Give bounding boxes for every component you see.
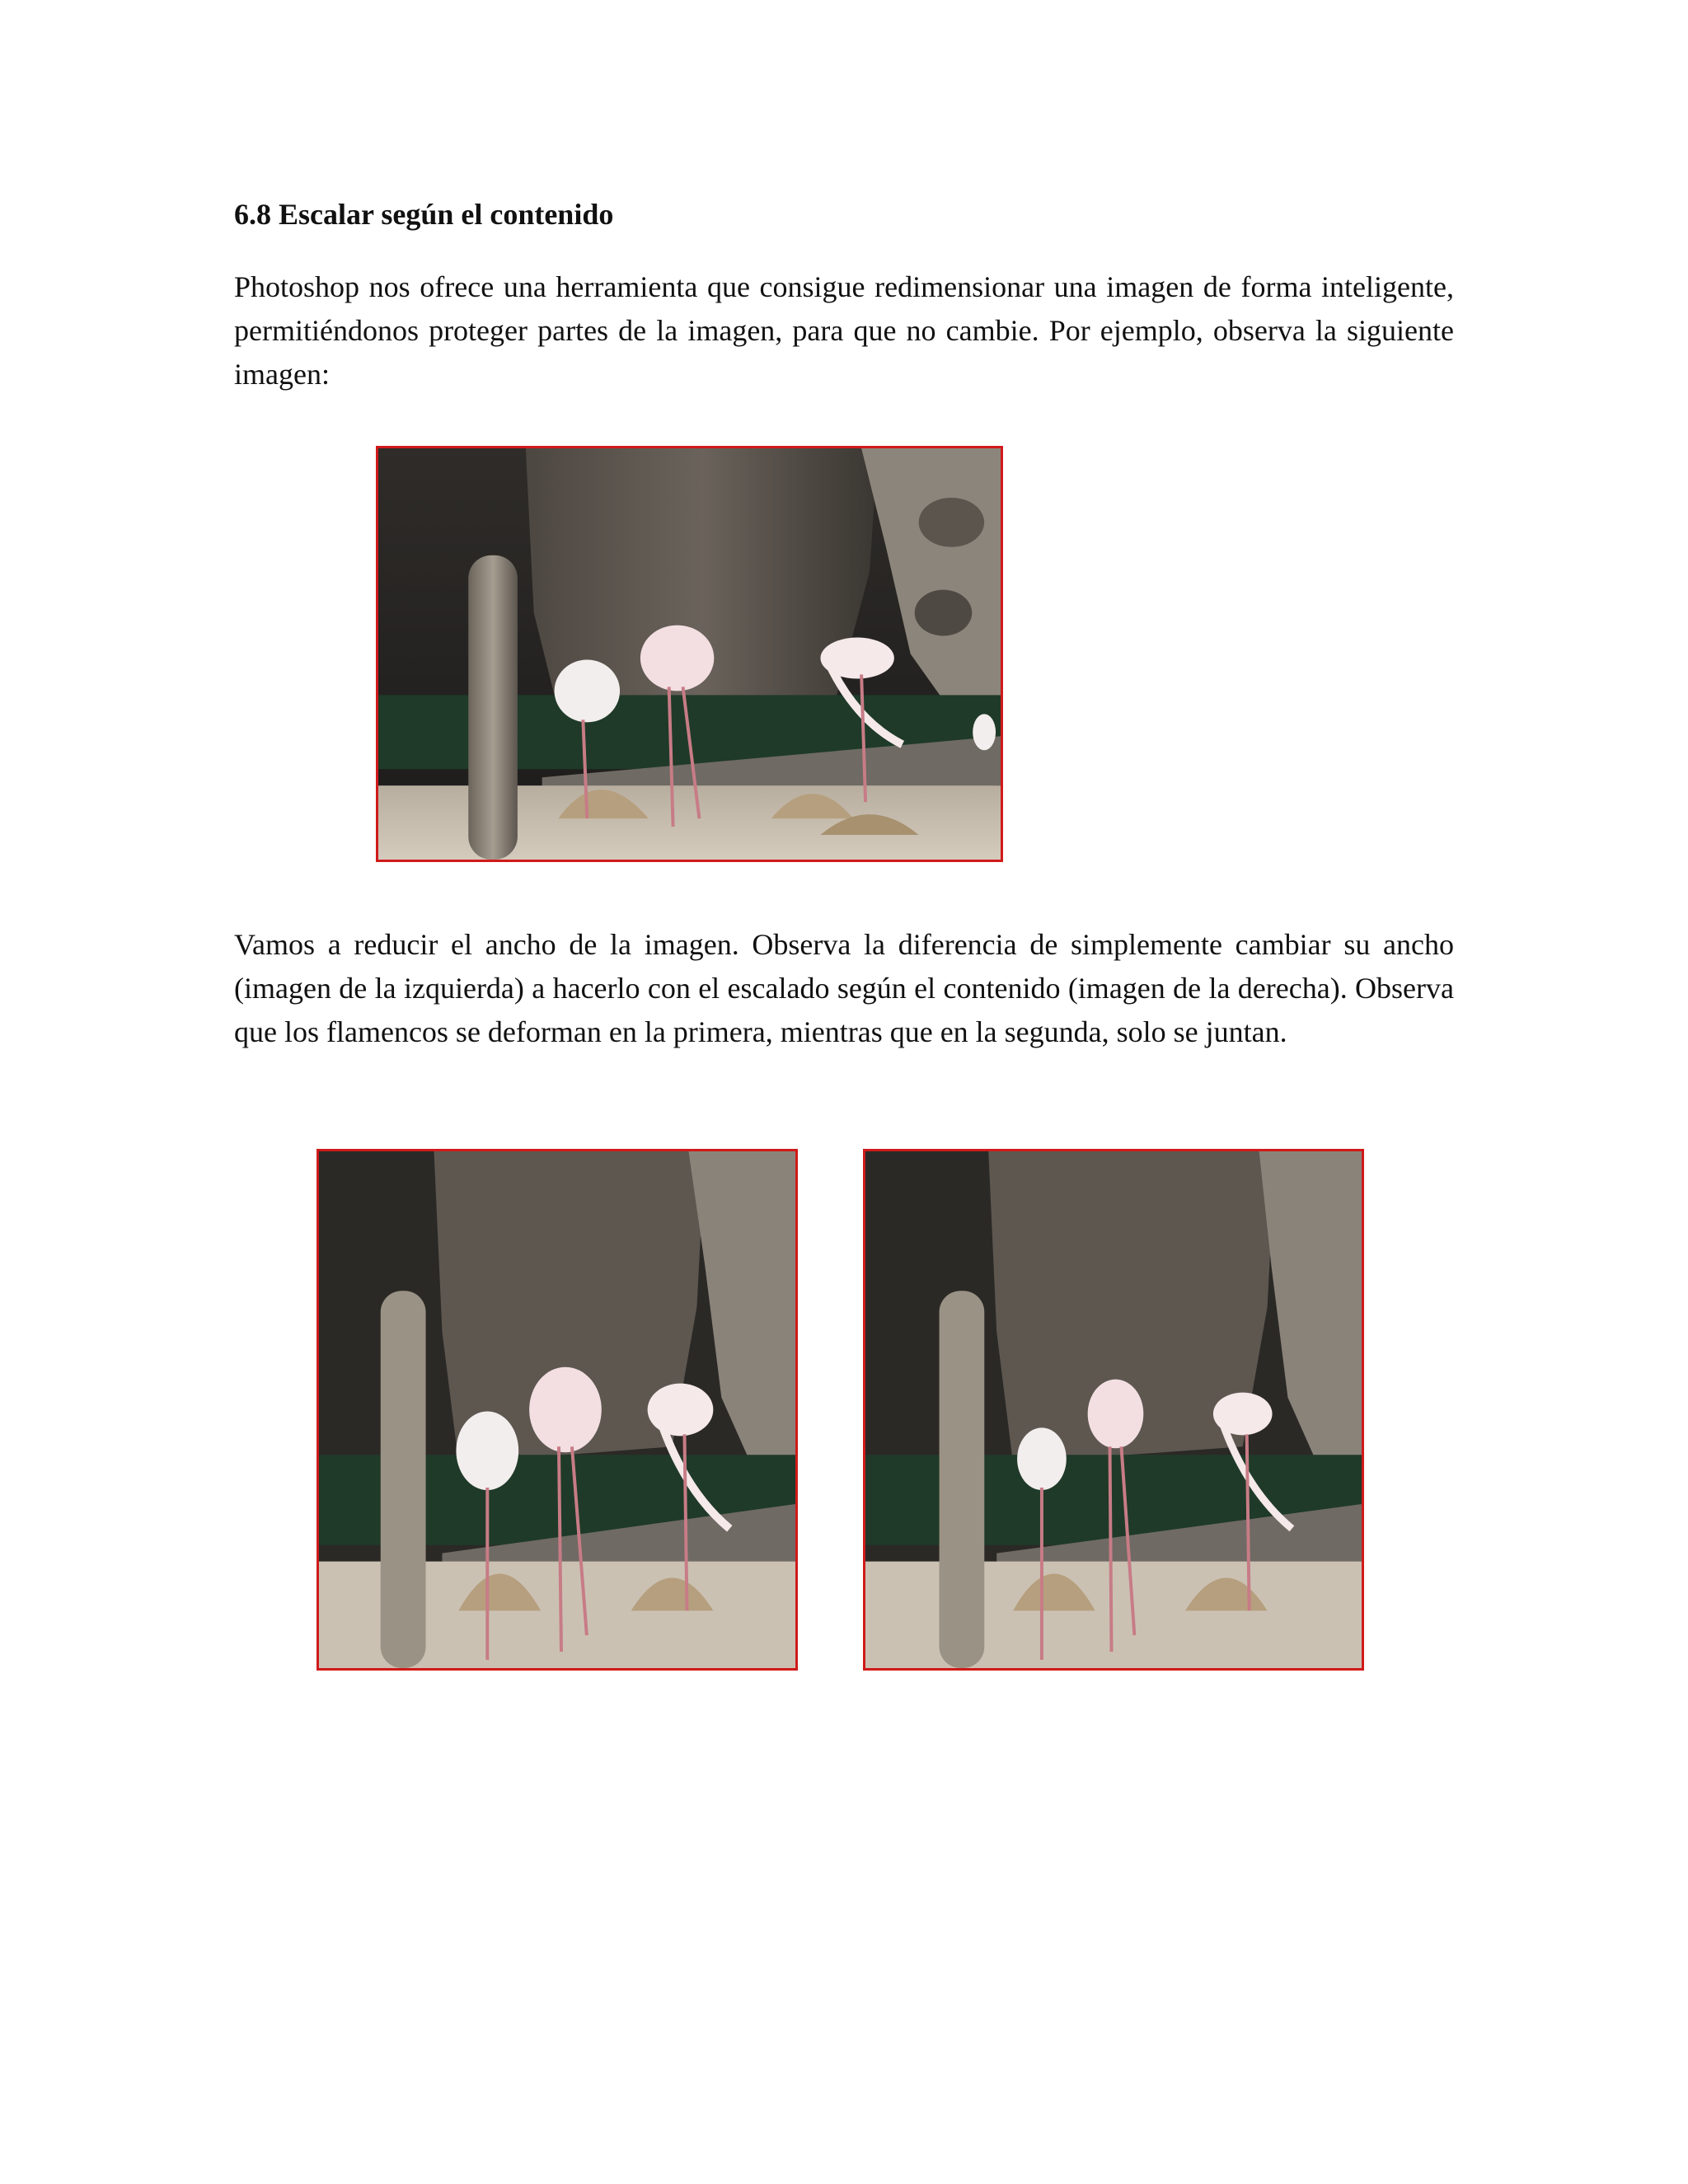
comparison-paragraph: Vamos a reducir el ancho de la imagen. Observa la diferencia de simplemente cambiar su ancho (imagen de la izquierda) a hacerlo con el escalado según el contenido (imagen de la derecha). Observa que los flamencos se deforman en la primera, mientras que en la segunda, solo se juntan. <box>234 928 1454 1048</box>
intro-paragraph: Photoshop nos ofrece una herramienta que consigue redimensionar una imagen de forma inteligente, permitiéndonos proteger partes de la imagen, para que no cambie. Por ejemplo, observa la siguiente imagen: <box>234 270 1454 391</box>
flamingo-photo-simple-resize <box>316 1149 798 1671</box>
flamingo-photo-illustration <box>378 448 1001 860</box>
flamingo-photo-illustration <box>319 1151 795 1668</box>
section-heading: 6.8 Escalar según el contenido <box>234 198 614 231</box>
flamingo-photo-content-aware <box>863 1149 1364 1671</box>
flamingo-photo-illustration <box>865 1151 1362 1668</box>
flamingo-photo-original <box>376 446 1003 862</box>
